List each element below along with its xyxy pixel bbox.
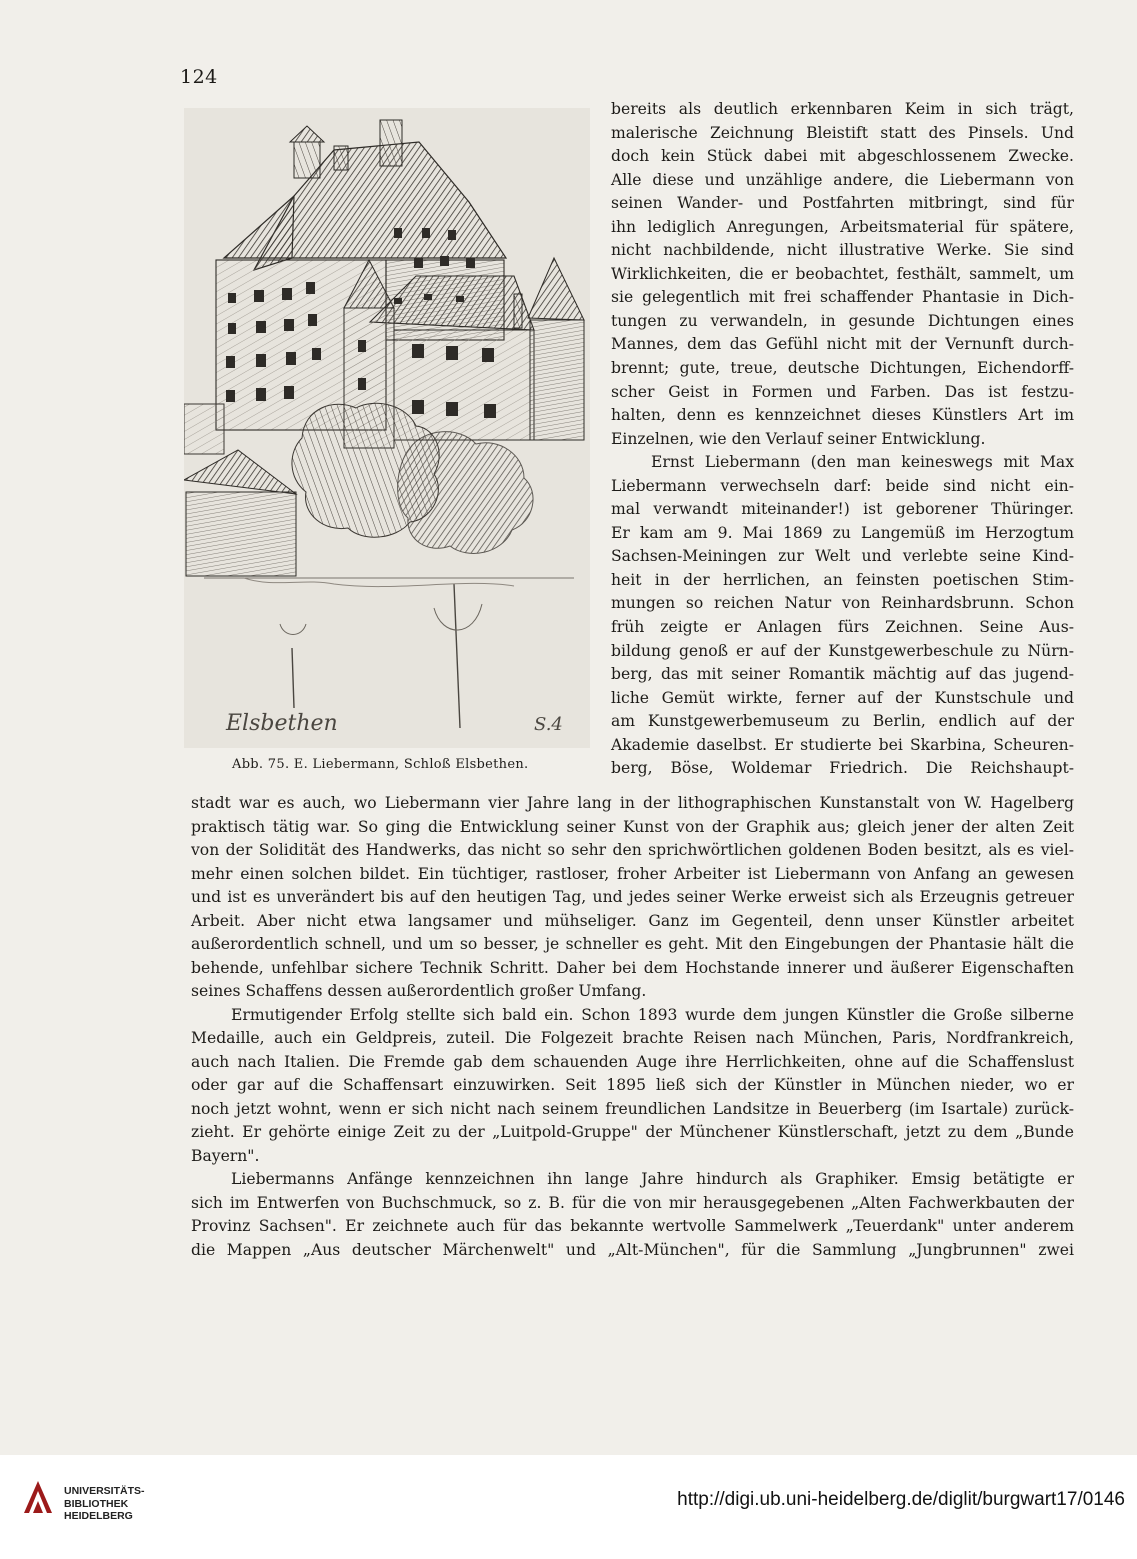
text-line: ihn lediglich Anregungen, Arbeitsmaterial für spätere, — [611, 217, 1074, 236]
text-line: sich im Entwerfen von Buchschmuck, so z. B. für die von mir herausgegebenen „Alten Fachwerkbauten der — [191, 1193, 1074, 1212]
text-line: heit in der herrlichen, an feinsten poetischen Stim- — [611, 570, 1074, 589]
text-line: Medaille, auch ein Geldpreis, zuteil. Die Folgezeit brachte Reisen nach München, Paris, Nordfrankreich, — [191, 1029, 1074, 1047]
text-line: außerordentlich schnell, und um so besser, je schneller es geht. Mit den Eingebungen der Phantasie hält die — [191, 935, 1074, 953]
date-mark-text: S.4 — [534, 714, 563, 735]
text-line: doch kein Stück dabei mit abgeschlossenem Zwecke. — [611, 147, 1074, 166]
text-line: brennt; gute, treue, deutsche Dichtungen, Eichendorff- — [611, 359, 1074, 378]
text-line: seines Schaffens dessen außerordentlich großer Umfang. — [191, 982, 647, 1000]
text-line: auch nach Italien. Die Fremde gab dem schauenden Auge ihre Herrlichkeiten, ohne auf die Schaffenslust — [191, 1052, 1074, 1071]
text-line: mal verwandt miteinander!) ist geborener Thüringer. — [611, 500, 1074, 519]
text-line: Provinz Sachsen". Er zeichnete auch für das bekannte wertvolle Sammelwerk „Teuerdank" unter anderem — [191, 1217, 1074, 1235]
text-line: oder gar auf die Schaffensart einzuwirken. Seit 1895 ließ sich der Künstler in München nieder, wo er — [191, 1076, 1074, 1094]
text-line: Wirklichkeiten, die er beobachtet, festhält, sammelt, um — [611, 264, 1074, 283]
digitization-footer — [0, 1455, 1137, 1559]
text-line: Sachsen-Meiningen zur Welt und verlebte seine Kind- — [611, 547, 1074, 566]
text-line: zieht. Er gehörte einige Zeit zu der „Luitpold-Gruppe" der Münchener Künstlerschaft, jetzt zu dem „Bunde — [191, 1123, 1074, 1141]
text-line: seinen Wander- und Postfahrten mitbringt, sind für — [611, 194, 1074, 213]
text-line: Bayern". — [191, 1146, 260, 1165]
text-line: bereits als deutlich erkennbaren Keim in sich trägt, — [611, 100, 1074, 118]
library-name — [64, 1485, 145, 1523]
text-line: berg, das mit seiner Romantik mächtig auf das jugend- — [611, 665, 1074, 684]
text-line: und ist es unverändert bis auf den heutigen Tag, und jedes seiner Werke erweist sich als Erzeugnis getreuer — [191, 888, 1074, 906]
text-line: stadt war es auch, wo Liebermann vier Jahre lang in der lithographischen Kunstanstalt von W. Hagelberg — [191, 794, 1074, 812]
figure-caption: Abb. 75. E. Liebermann, Schloß Elsbethen. — [232, 757, 529, 772]
text-line: halten, denn es kennzeichnet dieses Künstlers Art im — [611, 406, 1074, 425]
text-line: Er kam am 9. Mai 1869 zu Langemüß im Herzogtum — [611, 523, 1074, 542]
text-line: Arbeit. Aber nicht etwa langsamer und mühseliger. Ganz im Gegenteil, denn unser Künstler arbeitet — [191, 911, 1074, 930]
text-line: berg, Böse, Woldemar Friedrich. Die Reichshaupt- — [611, 759, 1074, 778]
text-line: scher Geist in Formen und Farben. Das ist festzu- — [611, 382, 1074, 401]
source-url-link[interactable]: http://digi.ub.uni-heidelberg.de/diglit/burgwart17/0146 — [677, 1489, 1125, 1510]
text-line: Akademie daselbst. Er studierte bei Skarbina, Scheuren- — [611, 735, 1074, 754]
text-line: malerische Zeichnung Bleistift statt des Pinsels. Und — [611, 123, 1074, 142]
text-line: liche Gemüt wirkte, ferner auf der Kunstschule und — [611, 688, 1074, 707]
text-line: sie gelegentlich mit frei schaffender Phantasie in Dich- — [611, 288, 1074, 307]
castle-illustration — [184, 108, 590, 748]
text-line: Liebermann verwechseln darf: beide sind nicht ein- — [611, 476, 1074, 495]
library-logo-icon — [18, 1477, 58, 1517]
page-number: 124 — [180, 66, 218, 88]
text-line: noch jetzt wohnt, wenn er sich nicht nach seinem freundlichen Landsitze in Beuerberg (im Isartale) zurück- — [191, 1099, 1074, 1118]
text-line: am Kunstgewerbemuseum zu Berlin, endlich auf der — [611, 712, 1074, 731]
text-line: praktisch tätig war. So ging die Entwicklung seiner Kunst von der Graphik aus; gleich jener der alten Zeit — [191, 817, 1074, 836]
text-line: mungen so reichen Natur von Reinhardsbrunn. Schon — [611, 594, 1074, 613]
text-line: Mannes, dem das Gefühl nicht mit der Vernunft durch- — [611, 335, 1074, 354]
library-name-line: BIBLIOTHEK — [64, 1497, 129, 1510]
text-line: früh zeigte er Anlagen fürs Zeichnen. Seine Aus- — [611, 618, 1074, 637]
text-line: Einzelnen, wie den Verlauf seiner Entwicklung. — [611, 429, 986, 448]
text-line: von der Solidität des Handwerks, das nicht so sehr den sprichwörtlichen goldenen Boden besitzt, als es viel- — [191, 841, 1074, 859]
library-name-line: HEIDELBERG — [64, 1510, 133, 1522]
right-column-text — [611, 98, 1074, 781]
text-line: nicht nachbildende, nicht illustrative Werke. Sie sind — [611, 241, 1074, 260]
text-line: die Mappen „Aus deutscher Märchenwelt" und „Alt-München", für die Sammlung „Jungbrunnen" zwei — [191, 1240, 1074, 1259]
text-line: behende, unfehlbar sichere Technik Schritt. Daher bei dem Hochstande innerer und äußerer Eigenschaften — [191, 958, 1074, 977]
text-line: mehr einen solchen bildet. Ein tüchtiger, rastloser, froher Arbeiter ist Liebermann von Anfang an gewesen — [191, 864, 1074, 883]
text-line: Ermutigender Erfolg stellte sich bald ein. Schon 1893 wurde dem jungen Künstler die Große silberne — [231, 1005, 1074, 1024]
full-width-text — [191, 792, 1074, 1262]
castle-sketch-drawing — [184, 108, 590, 748]
signature-text: Elsbethen — [226, 711, 338, 736]
library-name-line: UNIVERSITÄTS- — [64, 1485, 145, 1497]
text-line: bildung genoß er auf der Kunstgewerbeschule zu Nürn- — [611, 641, 1074, 660]
text-line: tungen zu verwandeln, in gesunde Dichtungen eines — [611, 311, 1074, 330]
text-line: Liebermanns Anfänge kennzeichnen ihn lange Jahre hindurch als Graphiker. Emsig betätigte er — [231, 1170, 1074, 1188]
text-line: Ernst Liebermann (den man keineswegs mit Max — [651, 453, 1074, 472]
text-line: Alle diese und unzählige andere, die Liebermann von — [611, 170, 1074, 189]
